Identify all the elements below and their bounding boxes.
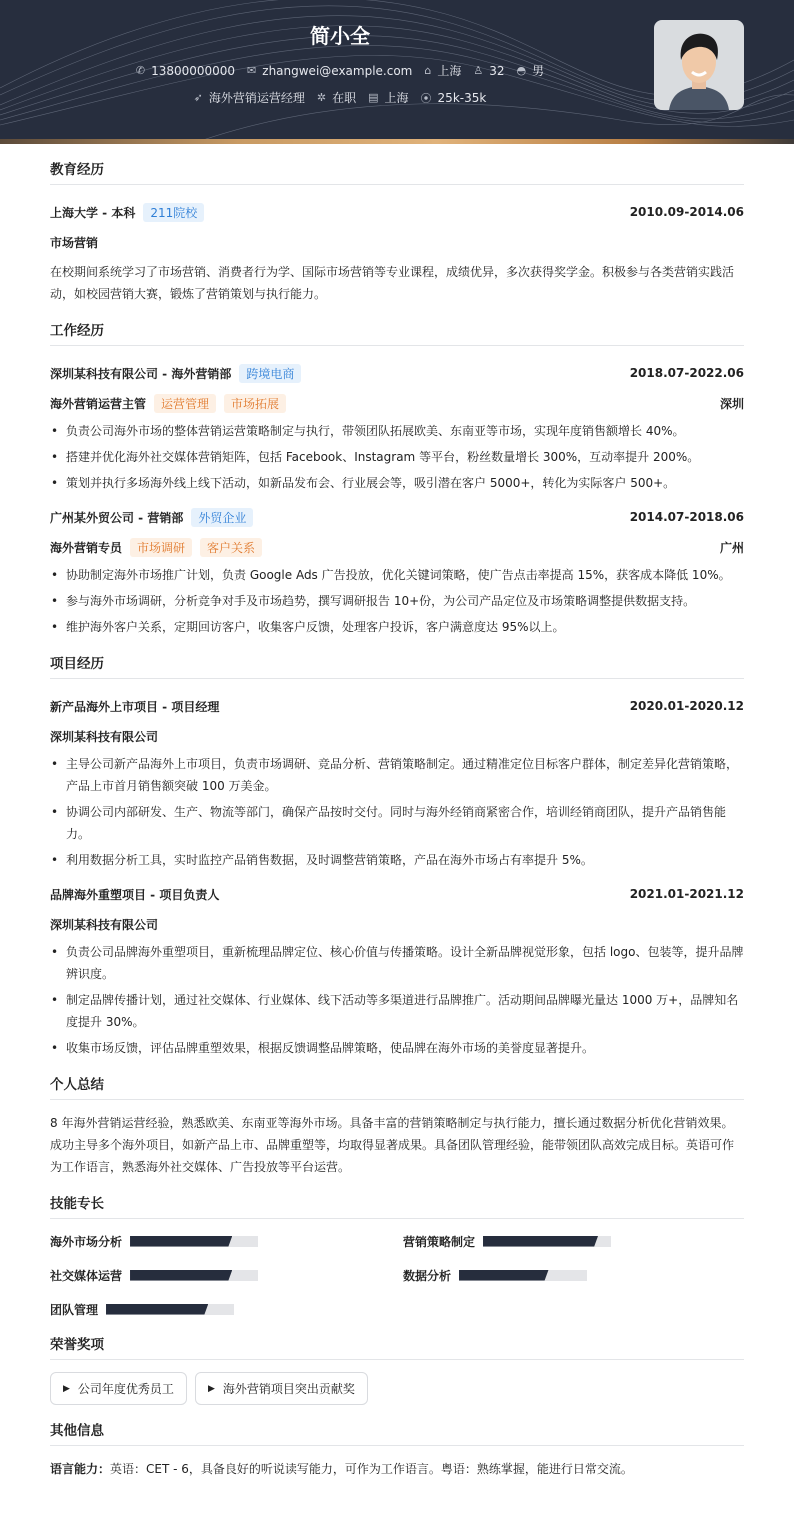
bullet-item: • 负责公司品牌海外重塑项目，重新梳理品牌定位、核心价值与传播策略。设计全新品牌视觉形象，包括 logo、包装等，提升品牌辨识度。 bbox=[50, 941, 744, 985]
bullet-list bbox=[50, 941, 744, 1059]
bullet-item: • 收集市场反馈，评估品牌重塑效果，根据反馈调整品牌策略，使品牌在海外市场的美誉度显著提升。 bbox=[50, 1037, 744, 1059]
bullet-list bbox=[50, 420, 744, 494]
award-item bbox=[195, 1372, 368, 1405]
skill-item bbox=[403, 1231, 744, 1251]
bullet-item: • 策划并执行多场海外线上线下活动，如新品发布会、行业展会等，吸引潜在客户 5000+，转化为实际客户 500+。 bbox=[50, 472, 744, 494]
company-tag: 外贸企业 bbox=[191, 508, 253, 527]
email: zhangwei@example.com bbox=[262, 63, 413, 78]
section-title: 荣誉奖项 bbox=[50, 1333, 744, 1360]
summary-section bbox=[50, 1073, 744, 1178]
work-city: 深圳 bbox=[719, 396, 744, 411]
project-name: 品牌海外重塑项目 - 项目负责人 bbox=[50, 887, 220, 902]
language-label: 语言能力： bbox=[50, 1462, 111, 1476]
skill-bar bbox=[459, 1270, 587, 1281]
candidate-name: 简小全 bbox=[310, 24, 370, 48]
section-title: 其他信息 bbox=[50, 1419, 744, 1446]
section-title: 教育经历 bbox=[50, 158, 744, 185]
bullet-item: • 协助制定海外市场推广计划，负责 Google Ads 广告投放，优化关键词策略，使广告点击率提高 15%，获客成本降低 10%。 bbox=[50, 564, 744, 586]
education-section bbox=[50, 158, 744, 305]
send-icon: ➶ bbox=[193, 91, 203, 104]
skill-name: 数据分析 bbox=[403, 1268, 452, 1283]
skill-bar-fill bbox=[459, 1270, 549, 1281]
work-city: 广州 bbox=[719, 540, 744, 555]
company: 广州某外贸公司 - 营销部 bbox=[50, 510, 184, 525]
skill-name: 营销策略制定 bbox=[403, 1234, 476, 1249]
bullet-item: • 负责公司海外市场的整体营销运营策略制定与执行，带领团队拓展欧美、东南亚等市场，实现年度销售额增长 40%。 bbox=[50, 420, 744, 442]
status: 在职 bbox=[332, 91, 357, 105]
work-section bbox=[50, 319, 744, 638]
skills-section bbox=[50, 1192, 744, 1319]
award-name: 海外营销项目突出贡献奖 bbox=[222, 1382, 355, 1396]
school: 上海大学 - 本科 bbox=[50, 205, 136, 220]
bullet-item: • 搭建并优化海外社交媒体营销矩阵，包括 Facebook、Instagram 等平台，粉丝数量增长 300%，互动率提升 200%。 bbox=[50, 446, 744, 468]
bullet-list bbox=[50, 753, 744, 871]
date: 2018.07-2022.06 bbox=[629, 366, 744, 380]
phone-icon: ✆ bbox=[135, 64, 146, 77]
skill-bar-fill bbox=[483, 1236, 598, 1247]
gender-icon: ◓ bbox=[516, 64, 527, 77]
skill-item bbox=[50, 1299, 403, 1319]
date: 2020.01-2020.12 bbox=[629, 699, 744, 713]
skill-bar-fill bbox=[130, 1236, 232, 1247]
major: 市场营销 bbox=[50, 235, 99, 250]
age: 32 bbox=[489, 63, 505, 78]
awards-section bbox=[50, 1333, 744, 1405]
job-intent-row bbox=[0, 89, 680, 106]
project-entry bbox=[50, 691, 744, 871]
home-icon: ⌂ bbox=[424, 64, 432, 77]
bullet-item: • 参与海外市场调研，分析竞争对手及市场趋势，撰写调研报告 10+份，为公司产品定位及市场策略调整提供数据支持。 bbox=[50, 590, 744, 612]
status-icon: ✲ bbox=[316, 91, 327, 104]
contact-row bbox=[0, 62, 680, 79]
skill-name: 海外市场分析 bbox=[50, 1234, 123, 1249]
skill-bar bbox=[130, 1236, 258, 1247]
skill-bar bbox=[130, 1270, 258, 1281]
mail-icon: ✉ bbox=[247, 64, 257, 77]
skill-item bbox=[403, 1265, 744, 1285]
company: 深圳某科技有限公司 - 海外营销部 bbox=[50, 366, 232, 381]
skill-name: 团队管理 bbox=[50, 1302, 99, 1317]
date: 2010.09-2014.06 bbox=[629, 205, 744, 219]
award-item bbox=[50, 1372, 187, 1405]
summary-text: 8 年海外营销运营经验，熟悉欧美、东南亚等海外市场。具备丰富的营销策略制定与执行能力，擅长通过数据分析优化营销效果。成功主导多个海外项目，如新产品上市、品牌重塑等，均取得显著成果。具备团队管理经验，能带领团队高效完成目标。英语可作为工作语言，熟悉海外社交媒体、广告投放等平台运营。 bbox=[50, 1116, 735, 1174]
bullet-item: • 协调公司内部研发、生产、物流等部门，确保产品按时交付。同时与海外经销商紧密合作，培训经销商团队，提升产品销售能力。 bbox=[50, 801, 744, 845]
bullet-list bbox=[50, 564, 744, 638]
skill-bar-fill bbox=[130, 1270, 232, 1281]
language-text: 英语：CET - 6，具备良好的听说读写能力，可作为工作语言。粤语：熟练掌握，能进行日常交流。 bbox=[110, 1462, 633, 1476]
date: 2014.07-2018.06 bbox=[629, 510, 744, 524]
education-desc: 在校期间系统学习了市场营销、消费者行为学、国际市场营销等专业课程，成绩优异，多次获得奖学金。积极参与各类营销实践活动，如校园营销大赛，锻炼了营销策划与执行能力。 bbox=[50, 265, 735, 301]
position: 海外营销运营经理 bbox=[208, 91, 305, 105]
play-triangle-icon: ▶ bbox=[207, 1383, 215, 1394]
company-tag: 跨境电商 bbox=[239, 364, 301, 383]
phone: 13800000000 bbox=[151, 63, 236, 78]
gender: 男 bbox=[532, 64, 545, 78]
resume-header bbox=[0, 0, 794, 141]
work-entry bbox=[50, 502, 744, 638]
project-company: 深圳某科技有限公司 bbox=[50, 917, 159, 932]
avatar bbox=[654, 20, 744, 110]
header-accent-bar bbox=[0, 139, 794, 144]
project-company: 深圳某科技有限公司 bbox=[50, 729, 159, 744]
other-section bbox=[50, 1419, 744, 1480]
role: 海外营销运营主管 bbox=[50, 396, 147, 411]
role-tag: 运营管理 bbox=[154, 394, 216, 413]
bullet-item: • 制定品牌传播计划，通过社交媒体、行业媒体、线下活动等多渠道进行品牌推广。活动期间品牌曝光量达 1000 万+，品牌知名度提升 30%。 bbox=[50, 989, 744, 1033]
resume-body bbox=[50, 158, 744, 1494]
skill-bar bbox=[106, 1304, 234, 1315]
money-icon: ⦿ bbox=[420, 91, 432, 105]
salary: 25k-35k bbox=[437, 90, 487, 105]
play-triangle-icon: ▶ bbox=[63, 1383, 70, 1394]
section-title: 个人总结 bbox=[50, 1073, 744, 1100]
skill-bar-fill bbox=[106, 1304, 208, 1315]
section-title: 技能专长 bbox=[50, 1192, 744, 1219]
skill-bar bbox=[483, 1236, 611, 1247]
building-icon: ▤ bbox=[368, 91, 379, 104]
role-tag: 客户关系 bbox=[200, 538, 262, 557]
bullet-item: • 利用数据分析工具，实时监控产品销售数据，及时调整营销策略，产品在海外市场占有率提升 5%。 bbox=[50, 849, 744, 871]
work-entry bbox=[50, 358, 744, 494]
skill-item bbox=[50, 1265, 403, 1285]
award-name: 公司年度优秀员工 bbox=[77, 1382, 174, 1396]
section-title: 项目经历 bbox=[50, 652, 744, 679]
role-tag: 市场调研 bbox=[130, 538, 192, 557]
skill-name: 社交媒体运营 bbox=[50, 1268, 123, 1283]
skill-item bbox=[50, 1231, 403, 1251]
project-entry bbox=[50, 879, 744, 1059]
school-tag: 211院校 bbox=[143, 203, 204, 222]
cake-icon: ♙ bbox=[473, 64, 484, 77]
project-section bbox=[50, 652, 744, 1059]
bullet-item: • 主导公司新产品海外上市项目，负责市场调研、竞品分析、营销策略制定。通过精准定位目标客户群体，制定差异化营销策略，产品上市首月销售额突破 100 万美金。 bbox=[50, 753, 744, 797]
bullet-item: • 维护海外客户关系，定期回访客户，收集客户反馈，处理客户投诉，客户满意度达 95%以上。 bbox=[50, 616, 744, 638]
role-tag: 市场拓展 bbox=[224, 394, 286, 413]
project-name: 新产品海外上市项目 - 项目经理 bbox=[50, 699, 220, 714]
section-title: 工作经历 bbox=[50, 319, 744, 346]
target-city: 上海 bbox=[384, 91, 409, 105]
role: 海外营销专员 bbox=[50, 540, 123, 555]
city: 上海 bbox=[437, 64, 462, 78]
date: 2021.01-2021.12 bbox=[629, 887, 744, 901]
